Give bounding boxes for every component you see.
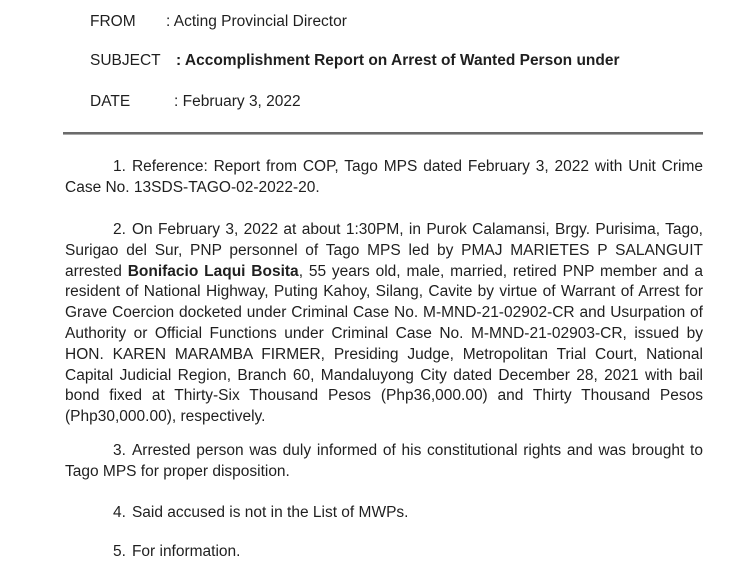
header-divider [63, 132, 703, 135]
from-value: : Acting Provincial Director [166, 13, 347, 30]
paragraph-number: 5. [113, 543, 126, 560]
paragraph-arrest-details [65, 220, 703, 428]
paragraph-text: Arrested person was duly informed of his constitutional rights and was brought to Tago MPS for proper disposition. [65, 442, 703, 480]
paragraph-text: Said accused is not in the List of MWPs. [131, 504, 409, 521]
paragraph-reference [65, 157, 703, 199]
paragraph-text: On February 3, 2022 at about 1:30PM, in Purok Calamansi, Brgy. Purisima, Tago, Surigao del Sur, PNP personnel of Tago MPS led by PMAJ MARIETES P SALANGUIT arrested [65, 221, 703, 280]
paragraph-number: 4. [113, 504, 126, 521]
paragraph-mwp-status [65, 503, 703, 524]
date-row [90, 93, 301, 111]
paragraph-text: For information. [131, 543, 241, 560]
paragraph-number: 1. [113, 158, 126, 175]
paragraph-text: Reference: Report from COP, Tago MPS dated February 3, 2022 with Unit Crime Case No. 13SDS-TAGO-02-2022-20. [65, 158, 703, 196]
arrested-person-name: Bonifacio Laqui Bosita [127, 262, 299, 280]
paragraph-rights [65, 441, 703, 483]
paragraph-text-continued: , 55 years old, male, married, retired PNP member and a resident of National Highway, Puting Kahoy, Silang, Cavite by virtue of Warrant of Arrest for Grave Coercion docketed under Criminal Case No. M-MND-21-02902-CR and Usurpation of Authority or Official Functions under Criminal Case No. M-MND-21-02903-CR, issued by HON. KAREN MARAMBA FIRMER, Presiding Judge, Metropolitan Trial Court, National Capital Judicial Region, Branch 60, Mandaluyong City dated December 28, 2021 with bail bond fixed at Thirty-Six Thousand Pesos (Php36,000.00) and Thirty Thousand Pesos (Php30,000.00), respectively. [65, 262, 704, 426]
subject-label: SUBJECT [90, 52, 161, 69]
date-value: : February 3, 2022 [174, 93, 301, 110]
from-label: FROM [90, 13, 136, 30]
paragraph-for-information [65, 542, 703, 563]
from-row [90, 13, 347, 31]
subject-value: : Accomplishment Report on Arrest of Wanted Person under [176, 52, 620, 69]
subject-row [90, 52, 620, 70]
paragraph-number: 3. [113, 442, 126, 459]
date-label: DATE [90, 93, 131, 110]
paragraph-number: 2. [113, 221, 126, 238]
